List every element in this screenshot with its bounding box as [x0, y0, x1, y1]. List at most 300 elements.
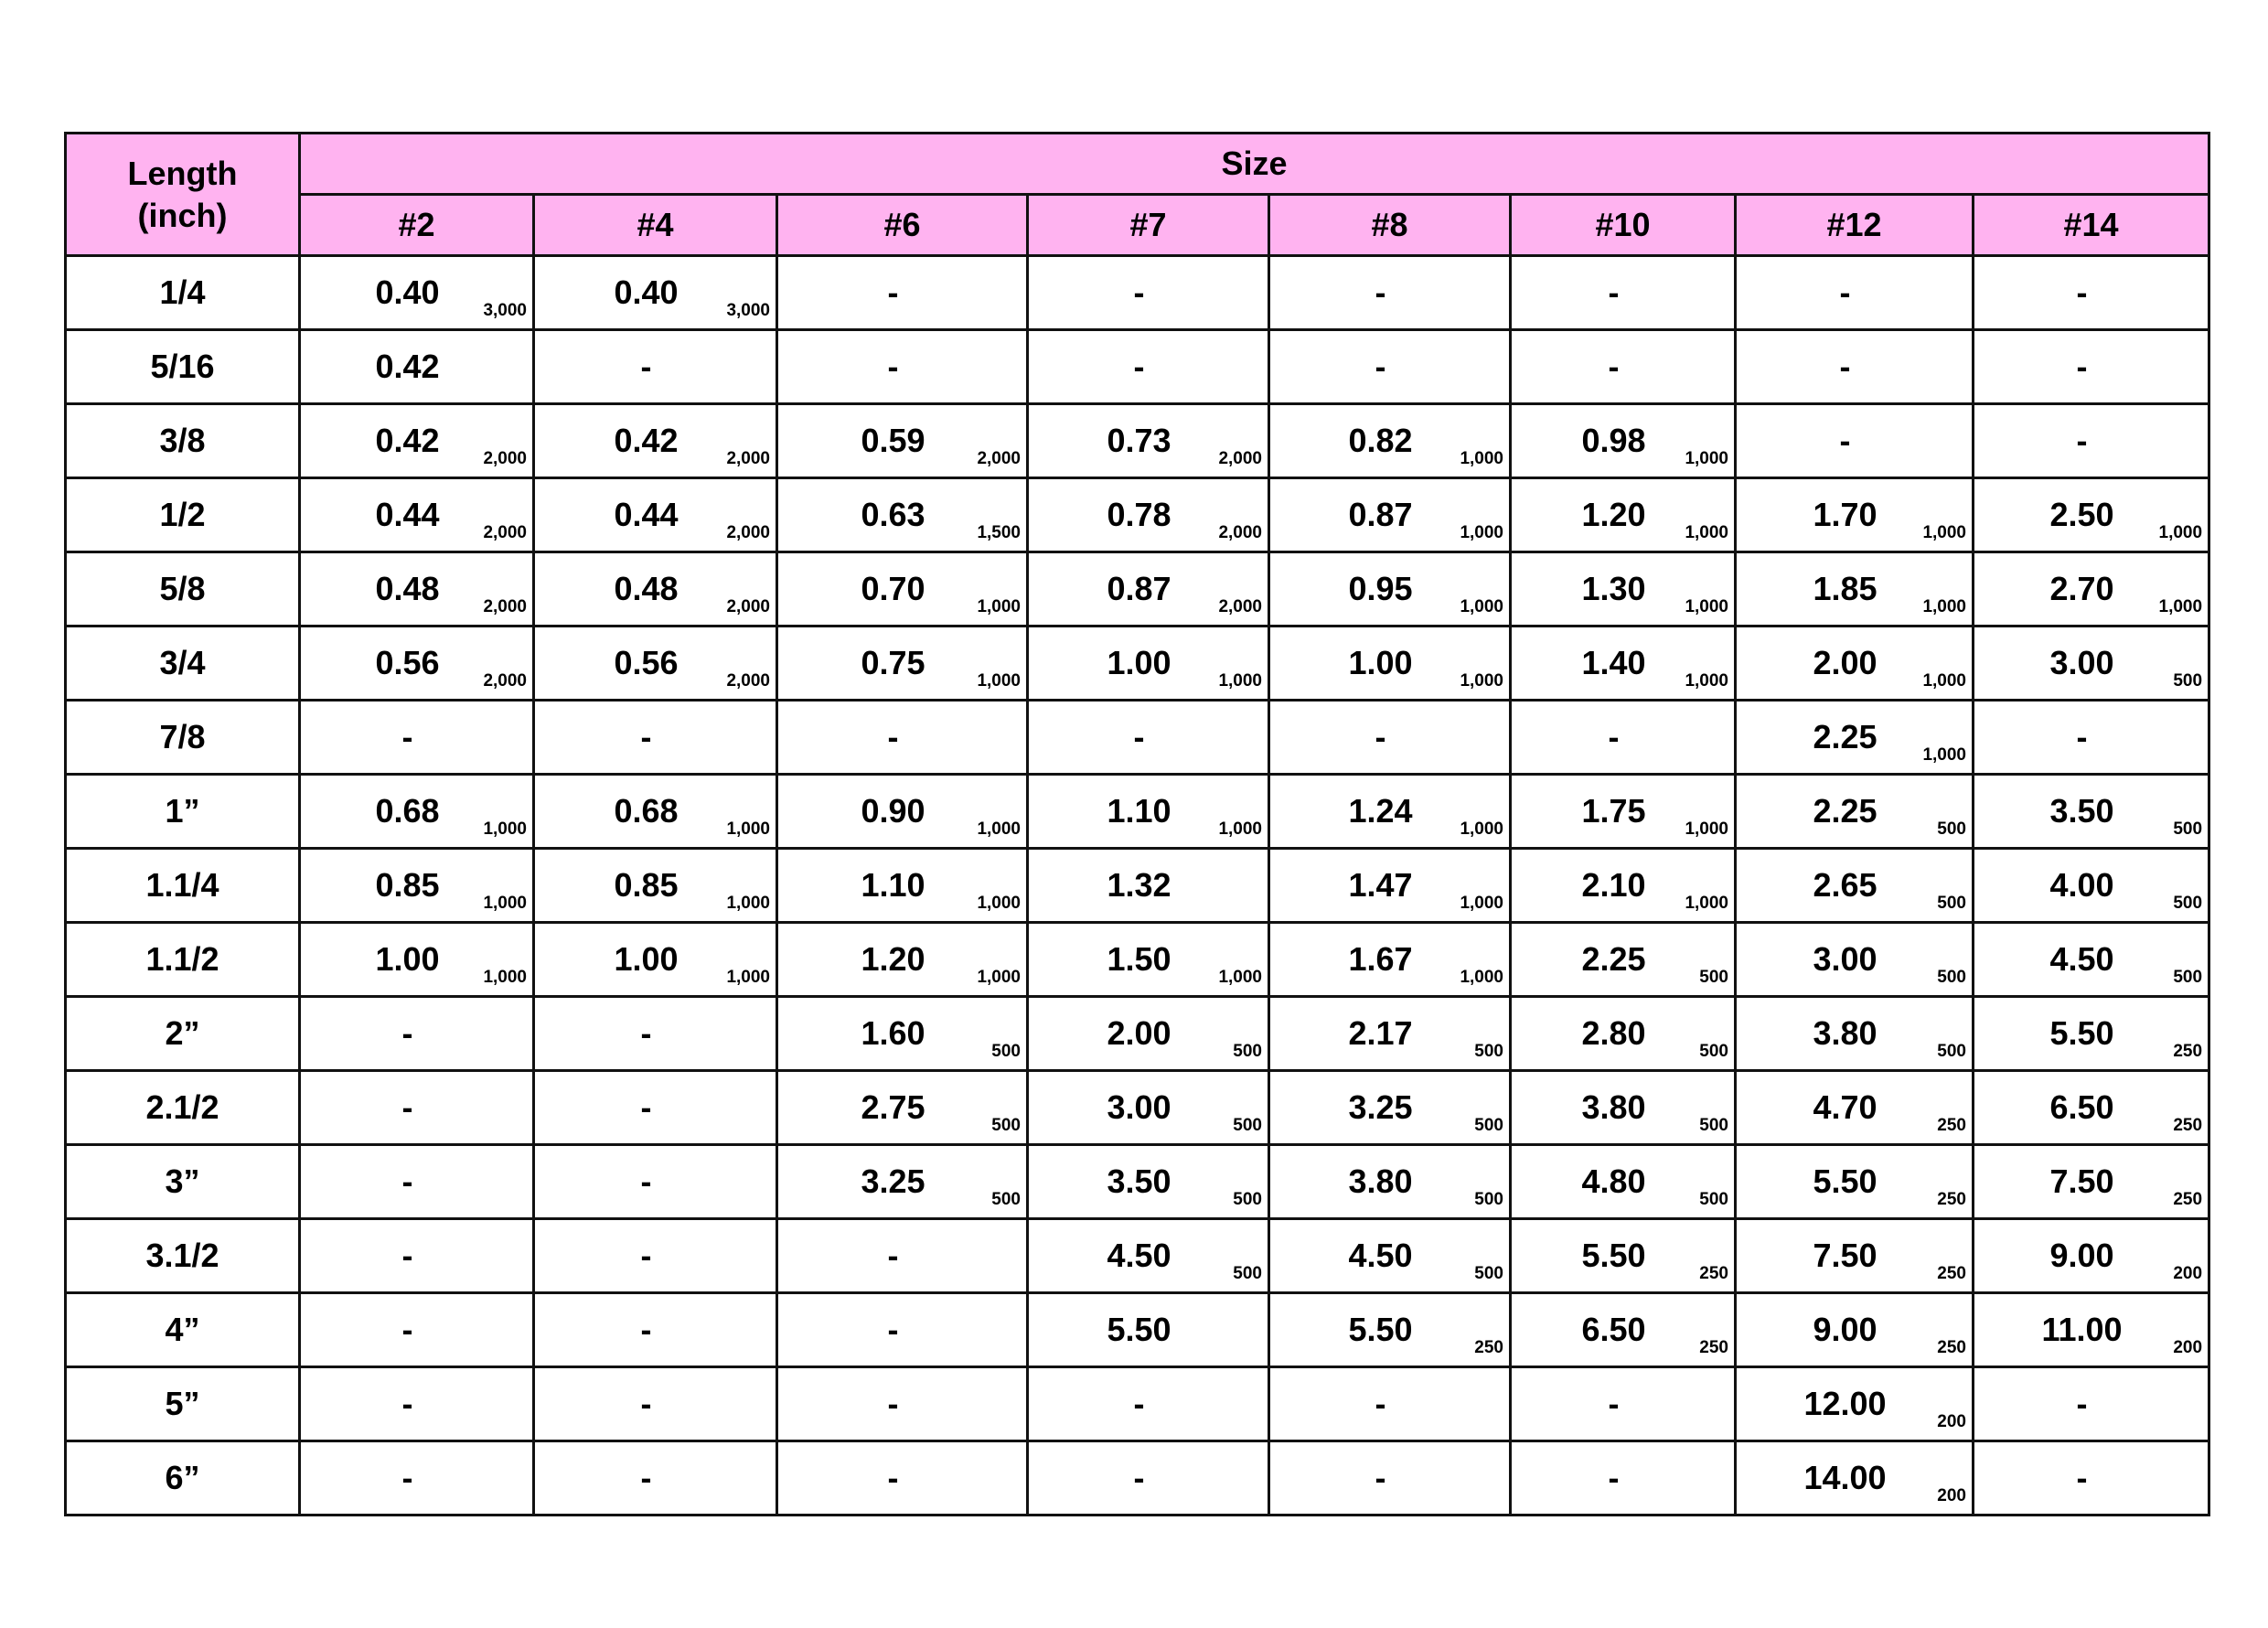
price-value: 9.00 — [2049, 1237, 2114, 1274]
price-value: 0.85 — [614, 866, 679, 904]
size-column-header: #12 — [1736, 195, 1974, 256]
price-cell — [534, 1145, 777, 1219]
table-row — [66, 997, 2209, 1071]
pack-quantity: 1,000 — [977, 819, 1021, 839]
price-value: 4.50 — [2049, 940, 2114, 978]
price-value: - — [401, 1014, 413, 1052]
table-row — [66, 478, 2209, 552]
price-cell — [777, 923, 1028, 997]
price-cell — [1269, 256, 1511, 330]
price-value: - — [887, 1459, 899, 1496]
price-cell — [1028, 404, 1269, 478]
price-cell — [1028, 1293, 1269, 1367]
price-cell — [1269, 701, 1511, 775]
price-value: 7.50 — [2049, 1162, 2114, 1200]
price-cell — [1974, 1071, 2209, 1145]
size-column-header: #6 — [777, 195, 1028, 256]
price-value: 1.40 — [1581, 644, 1646, 681]
length-cell: 5/16 — [66, 330, 300, 404]
price-value: 2.00 — [1813, 644, 1878, 681]
price-value: 2.17 — [1348, 1014, 1413, 1052]
pack-quantity: 1,000 — [1685, 597, 1728, 616]
price-cell — [777, 1441, 1028, 1516]
price-cell — [1736, 1367, 1974, 1441]
price-value: 0.87 — [1348, 496, 1413, 533]
price-cell — [300, 1071, 534, 1145]
price-cell — [1511, 1071, 1736, 1145]
price-cell — [1736, 775, 1974, 849]
price-cell — [1269, 849, 1511, 923]
price-value: - — [2076, 273, 2088, 311]
pack-quantity: 200 — [1937, 1412, 1966, 1431]
price-value: 1.00 — [1107, 644, 1171, 681]
pack-quantity: 2,000 — [726, 449, 770, 468]
price-value: - — [640, 1311, 652, 1348]
price-cell — [534, 1293, 777, 1367]
table-row — [66, 1071, 2209, 1145]
pack-quantity: 500 — [1937, 819, 1966, 839]
price-cell — [534, 627, 777, 701]
price-value: 4.70 — [1813, 1088, 1878, 1126]
price-cell — [1028, 997, 1269, 1071]
price-value: 1.50 — [1107, 940, 1171, 978]
size-column-header: #10 — [1511, 195, 1736, 256]
price-cell — [1974, 701, 2209, 775]
price-cell — [1028, 849, 1269, 923]
price-cell — [1736, 1219, 1974, 1293]
size-column-header: #7 — [1028, 195, 1269, 256]
price-value: 11.00 — [2041, 1311, 2123, 1348]
price-cell — [1269, 404, 1511, 478]
price-cell — [1736, 627, 1974, 701]
pack-quantity: 500 — [2173, 819, 2203, 839]
price-cell — [777, 330, 1028, 404]
price-value: - — [2076, 422, 2088, 459]
length-cell: 3” — [66, 1145, 300, 1219]
price-cell — [1028, 478, 1269, 552]
pack-quantity: 500 — [1699, 1190, 1728, 1209]
pack-quantity: 500 — [991, 1190, 1021, 1209]
price-value: - — [1133, 718, 1145, 755]
price-cell — [1736, 1293, 1974, 1367]
price-value: 0.73 — [1107, 422, 1171, 459]
price-value: 0.56 — [614, 644, 679, 681]
price-cell — [1028, 923, 1269, 997]
price-value: - — [887, 1385, 899, 1422]
price-cell — [300, 701, 534, 775]
price-cell — [1511, 775, 1736, 849]
price-cell — [1028, 1145, 1269, 1219]
pack-quantity: 1,000 — [726, 894, 770, 913]
size-column-header: #8 — [1269, 195, 1511, 256]
price-cell — [1974, 1219, 2209, 1293]
price-value: - — [1133, 1385, 1145, 1422]
price-cell — [300, 256, 534, 330]
price-value: - — [401, 1385, 413, 1422]
price-cell — [534, 1367, 777, 1441]
price-cell — [1736, 701, 1974, 775]
pack-quantity: 1,000 — [1922, 597, 1966, 616]
pack-quantity: 2,000 — [726, 597, 770, 616]
pack-quantity: 500 — [991, 1042, 1021, 1061]
price-value: 1.10 — [1107, 792, 1171, 830]
price-cell — [1269, 330, 1511, 404]
table-body — [66, 256, 2209, 1516]
price-cell — [1511, 1219, 1736, 1293]
price-cell — [1511, 330, 1736, 404]
price-cell — [1511, 701, 1736, 775]
price-value: 1.70 — [1813, 496, 1878, 533]
price-cell — [300, 1293, 534, 1367]
price-cell — [534, 997, 777, 1071]
price-cell — [534, 775, 777, 849]
pack-quantity: 250 — [1937, 1116, 1966, 1135]
price-value: 3.50 — [1107, 1162, 1171, 1200]
price-value: 0.70 — [861, 570, 925, 607]
price-value: - — [1839, 422, 1851, 459]
price-value: - — [401, 1088, 413, 1126]
price-cell — [534, 478, 777, 552]
price-value: 1.10 — [861, 866, 925, 904]
pack-quantity: 200 — [2173, 1338, 2203, 1357]
price-cell — [1736, 1071, 1974, 1145]
price-value: 2.65 — [1813, 866, 1878, 904]
price-cell — [777, 1293, 1028, 1367]
price-cell — [1736, 1441, 1974, 1516]
table-row — [66, 1293, 2209, 1367]
length-cell: 2.1/2 — [66, 1071, 300, 1145]
pack-quantity: 1,000 — [1460, 449, 1503, 468]
price-value: 12.00 — [1803, 1385, 1887, 1422]
price-cell — [300, 997, 534, 1071]
price-cell — [300, 1367, 534, 1441]
price-value: - — [1133, 273, 1145, 311]
pack-quantity: 1,000 — [483, 819, 527, 839]
price-value: - — [1375, 1459, 1386, 1496]
pack-quantity: 1,000 — [1922, 671, 1966, 691]
price-cell — [777, 701, 1028, 775]
price-cell — [300, 1145, 534, 1219]
pack-quantity: 1,000 — [1218, 968, 1262, 987]
price-value: 0.42 — [614, 422, 679, 459]
price-value: 0.40 — [375, 273, 440, 311]
price-cell — [1028, 1441, 1269, 1516]
table-row — [66, 701, 2209, 775]
price-value: - — [401, 1237, 413, 1274]
length-cell: 1/4 — [66, 256, 300, 330]
table-row — [66, 1441, 2209, 1516]
pack-quantity: 1,000 — [1460, 894, 1503, 913]
pack-quantity: 1,000 — [483, 968, 527, 987]
pack-quantity: 1,000 — [1685, 671, 1728, 691]
price-value: 4.00 — [2049, 866, 2114, 904]
pack-quantity: 500 — [1937, 968, 1966, 987]
table-row — [66, 1367, 2209, 1441]
price-cell — [300, 627, 534, 701]
price-cell — [534, 404, 777, 478]
price-value: - — [1608, 1459, 1620, 1496]
price-value: 0.90 — [861, 792, 925, 830]
price-table — [64, 132, 2210, 1516]
price-cell — [777, 1071, 1028, 1145]
price-value: 2.80 — [1581, 1014, 1646, 1052]
price-cell — [1269, 1293, 1511, 1367]
pack-quantity: 500 — [1474, 1116, 1503, 1135]
pack-quantity: 500 — [1699, 1116, 1728, 1135]
price-cell — [1269, 1145, 1511, 1219]
price-cell — [534, 1071, 777, 1145]
price-value: 0.48 — [614, 570, 679, 607]
pack-quantity: 2,000 — [483, 597, 527, 616]
pack-quantity: 1,000 — [1922, 745, 1966, 765]
pack-quantity: 500 — [1699, 968, 1728, 987]
price-value: 1.47 — [1348, 866, 1413, 904]
price-value: - — [1839, 348, 1851, 385]
length-cell: 3/8 — [66, 404, 300, 478]
pack-quantity: 1,000 — [977, 894, 1021, 913]
pack-quantity: 500 — [991, 1116, 1021, 1135]
price-cell — [777, 1145, 1028, 1219]
size-column-header: #14 — [1974, 195, 2209, 256]
table-row — [66, 627, 2209, 701]
price-value: 4.50 — [1107, 1237, 1171, 1274]
price-value: 5.50 — [1813, 1162, 1878, 1200]
price-cell — [1736, 478, 1974, 552]
price-cell — [1269, 923, 1511, 997]
table-row — [66, 330, 2209, 404]
price-value: 0.42 — [375, 348, 440, 385]
pack-quantity: 2,000 — [726, 523, 770, 542]
price-cell — [1028, 552, 1269, 627]
price-value: 1.20 — [1581, 496, 1646, 533]
pack-quantity: 1,000 — [1218, 819, 1262, 839]
pack-quantity: 500 — [1474, 1042, 1503, 1061]
price-value: 0.56 — [375, 644, 440, 681]
price-value: 9.00 — [1813, 1311, 1878, 1348]
price-cell — [1511, 1367, 1736, 1441]
pack-quantity: 500 — [1937, 894, 1966, 913]
price-cell — [1974, 1367, 2209, 1441]
price-value: - — [1608, 273, 1620, 311]
table-row — [66, 1219, 2209, 1293]
price-value: - — [1608, 1385, 1620, 1422]
price-value: 1.00 — [375, 940, 440, 978]
pack-quantity: 2,000 — [483, 671, 527, 691]
price-value: 3.80 — [1581, 1088, 1646, 1126]
price-value: 0.98 — [1581, 422, 1646, 459]
price-cell — [1736, 923, 1974, 997]
price-cell — [1028, 1219, 1269, 1293]
price-cell — [1028, 627, 1269, 701]
length-cell: 3/4 — [66, 627, 300, 701]
pack-quantity: 1,500 — [977, 523, 1021, 542]
price-cell — [777, 552, 1028, 627]
price-cell — [777, 997, 1028, 1071]
price-value: 2.50 — [2049, 496, 2114, 533]
price-cell — [1511, 404, 1736, 478]
price-value: - — [640, 348, 652, 385]
price-value: 1.00 — [1348, 644, 1413, 681]
price-value: 5.50 — [1107, 1311, 1171, 1348]
size-header: Size — [300, 134, 2209, 195]
price-value: - — [640, 718, 652, 755]
price-cell — [300, 552, 534, 627]
length-header-label: Length — [127, 154, 238, 192]
pack-quantity: 1,000 — [726, 968, 770, 987]
price-value: 0.78 — [1107, 496, 1171, 533]
price-value: 3.80 — [1348, 1162, 1413, 1200]
price-value: 0.44 — [614, 496, 679, 533]
pack-quantity: 250 — [1937, 1190, 1966, 1209]
price-cell — [1974, 775, 2209, 849]
pack-quantity: 1,000 — [1685, 523, 1728, 542]
length-cell: 6” — [66, 1441, 300, 1516]
price-cell — [1974, 627, 2209, 701]
price-cell — [1974, 256, 2209, 330]
price-cell — [300, 478, 534, 552]
price-cell — [1736, 1145, 1974, 1219]
price-cell — [1269, 1219, 1511, 1293]
pack-quantity: 250 — [2173, 1042, 2203, 1061]
price-cell — [534, 1219, 777, 1293]
pack-quantity: 1,000 — [1460, 671, 1503, 691]
price-cell — [1269, 1441, 1511, 1516]
pack-quantity: 500 — [2173, 671, 2203, 691]
price-cell — [777, 849, 1028, 923]
price-value: 0.68 — [614, 792, 679, 830]
pack-quantity: 2,000 — [483, 523, 527, 542]
price-cell — [1974, 997, 2209, 1071]
price-value: 4.80 — [1581, 1162, 1646, 1200]
size-column-header: #4 — [534, 195, 777, 256]
pack-quantity: 500 — [2173, 894, 2203, 913]
price-cell — [1511, 627, 1736, 701]
price-cell — [1269, 552, 1511, 627]
length-cell: 1.1/2 — [66, 923, 300, 997]
pack-quantity: 500 — [1474, 1190, 1503, 1209]
price-cell — [300, 330, 534, 404]
price-cell — [1974, 1145, 2209, 1219]
price-value: - — [640, 1237, 652, 1274]
pack-quantity: 2,000 — [977, 449, 1021, 468]
price-value: 2.10 — [1581, 866, 1646, 904]
price-cell — [1511, 256, 1736, 330]
price-value: 5.50 — [1581, 1237, 1646, 1274]
price-cell — [777, 1219, 1028, 1293]
pack-quantity: 1,000 — [2158, 597, 2203, 616]
length-cell: 5” — [66, 1367, 300, 1441]
price-value: - — [887, 1311, 899, 1348]
pack-quantity: 500 — [1937, 1042, 1966, 1061]
table-row — [66, 256, 2209, 330]
price-cell — [1028, 330, 1269, 404]
price-cell — [300, 1441, 534, 1516]
pack-quantity: 500 — [1233, 1116, 1262, 1135]
price-value: - — [640, 1459, 652, 1496]
price-cell — [534, 256, 777, 330]
price-value: - — [640, 1014, 652, 1052]
price-cell — [1511, 923, 1736, 997]
price-cell — [300, 404, 534, 478]
price-cell — [1511, 1441, 1736, 1516]
price-value: 5.50 — [1348, 1311, 1413, 1348]
price-value: 1.20 — [861, 940, 925, 978]
price-cell — [1028, 1367, 1269, 1441]
price-cell — [1269, 775, 1511, 849]
price-cell — [1028, 701, 1269, 775]
price-value: - — [401, 718, 413, 755]
price-value: - — [887, 718, 899, 755]
table-row — [66, 404, 2209, 478]
table-row — [66, 1145, 2209, 1219]
pack-quantity: 3,000 — [483, 301, 527, 320]
price-value: - — [887, 1237, 899, 1274]
price-cell — [300, 1219, 534, 1293]
price-cell — [777, 1367, 1028, 1441]
pack-quantity: 1,000 — [1460, 523, 1503, 542]
price-value: - — [1839, 273, 1851, 311]
table-row — [66, 923, 2209, 997]
table-row — [66, 775, 2209, 849]
price-cell — [534, 849, 777, 923]
pack-quantity: 1,000 — [977, 597, 1021, 616]
price-value: 3.50 — [2049, 792, 2114, 830]
price-cell — [777, 404, 1028, 478]
price-value: 2.00 — [1107, 1014, 1171, 1052]
price-value: 2.25 — [1581, 940, 1646, 978]
price-value: 1.24 — [1348, 792, 1413, 830]
price-cell — [1736, 997, 1974, 1071]
price-value: 3.00 — [1813, 940, 1878, 978]
price-cell — [1028, 256, 1269, 330]
size-columns-row — [66, 195, 2209, 256]
price-cell — [1511, 1145, 1736, 1219]
pack-quantity: 2,000 — [1218, 597, 1262, 616]
price-cell — [1269, 1367, 1511, 1441]
length-cell: 7/8 — [66, 701, 300, 775]
price-cell — [534, 701, 777, 775]
price-value: 0.87 — [1107, 570, 1171, 607]
price-cell — [1736, 404, 1974, 478]
length-cell: 2” — [66, 997, 300, 1071]
price-cell — [1974, 1293, 2209, 1367]
pack-quantity: 1,000 — [1685, 894, 1728, 913]
price-value: 4.50 — [1348, 1237, 1413, 1274]
price-cell — [1974, 330, 2209, 404]
price-value: - — [1375, 1385, 1386, 1422]
price-cell — [534, 1441, 777, 1516]
price-cell — [1511, 478, 1736, 552]
pack-quantity: 200 — [2173, 1264, 2203, 1283]
pack-quantity: 250 — [2173, 1116, 2203, 1135]
pack-quantity: 250 — [1699, 1338, 1728, 1357]
pack-quantity: 1,000 — [1218, 671, 1262, 691]
pack-quantity: 250 — [1937, 1264, 1966, 1283]
price-value: 0.40 — [614, 273, 679, 311]
length-header — [66, 134, 300, 256]
pack-quantity: 2,000 — [483, 449, 527, 468]
price-value: 1.30 — [1581, 570, 1646, 607]
pack-quantity: 250 — [1474, 1338, 1503, 1357]
price-cell — [1511, 997, 1736, 1071]
price-value: - — [2076, 348, 2088, 385]
pack-quantity: 1,000 — [1685, 449, 1728, 468]
price-cell — [777, 478, 1028, 552]
price-cell — [1974, 478, 2209, 552]
pack-quantity: 500 — [1233, 1190, 1262, 1209]
price-value: 1.85 — [1813, 570, 1878, 607]
price-cell — [1974, 923, 2209, 997]
